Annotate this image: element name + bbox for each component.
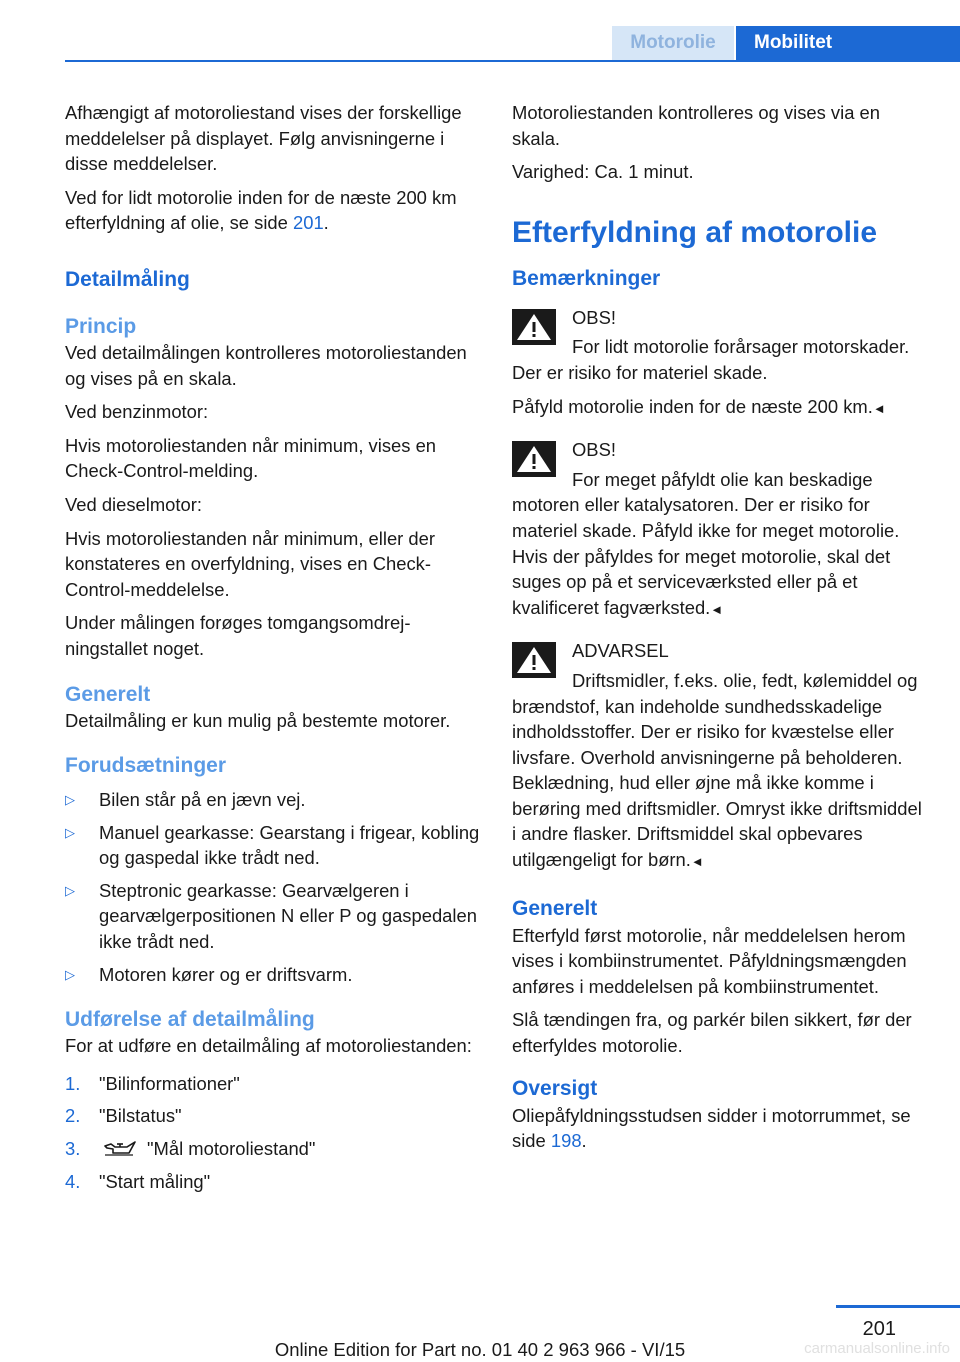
warning-text-body: Driftsmidler, f.eks. olie, fedt, kølemiddel og brændstof, kan indeholde sundhedsskadelige indholdsstoffer. Der er risiko for kvæstelse eller livsfare. Overhold anvisningerne på beholderen. Beklædning, hud eller øjne må ikke komme i berøring med driftsmidler. Omryst ikke driftsmiddel i andre flasker. Driftsmiddel skal opbevares utilgængeligt for børn.	[512, 669, 922, 871]
oversigt-text-body: Oliepåfyldningsstudsen sidder i motorrummet, se side	[512, 1104, 911, 1152]
heading-efterfyldning: Efterfyldning af motorolie	[512, 215, 878, 249]
generelt-text-right-1: Efterfyld først motorolie, når meddelelsen herom vises i kombiinstrumentet. Påfyldningsmængden anføres i meddelelsen på kombiinstrumentet.	[512, 924, 907, 997]
warning-block-2	[512, 437, 930, 622]
oil-can-icon	[103, 1139, 137, 1157]
scale-text: Motoroliestanden kontrolleres og vises via en skala.	[512, 102, 881, 149]
warning-text	[512, 668, 930, 875]
edition-line: Online Edition for Part no. 01 40 2 963 966 - VI/15	[274, 1339, 686, 1360]
warning-extra-body: Påfyld motorolie inden for de næste 200 km.	[512, 395, 873, 417]
triangle-bullet-icon: ▷	[65, 824, 75, 840]
triangle-bullet-icon: ▷	[65, 882, 75, 898]
warning-text	[512, 334, 930, 385]
heading-generelt-right: Generelt	[512, 896, 598, 920]
prerequisites-list	[65, 787, 480, 987]
heading-oversigt: Oversigt	[512, 1076, 598, 1100]
footer-rule	[836, 1305, 960, 1308]
step-number: 2.	[65, 1105, 81, 1127]
step-number: 4.	[65, 1170, 81, 1192]
warning-block-3	[512, 638, 930, 874]
warning-title: ADVARSEL	[572, 640, 669, 662]
step-text: "Start måling"	[99, 1170, 211, 1192]
list-item	[65, 787, 480, 813]
tab-motorolie[interactable]: Motorolie	[612, 26, 734, 60]
page-link-201[interactable]: 201	[292, 212, 324, 234]
step-number: 1.	[65, 1072, 81, 1094]
heading-princip: Princip	[65, 314, 137, 338]
princip-text-4: Ved dieselmotor:	[65, 493, 202, 515]
princip-text-1: Ved detailmålingen kontrolleres motoroliestanden og vises på en skala.	[65, 341, 467, 389]
udforelse-text: For at udføre en detailmåling af motoroliestanden:	[65, 1035, 472, 1057]
heading-udforelse: Udførelse af detailmåling	[65, 1008, 315, 1032]
page-number: 201	[862, 1318, 896, 1340]
list-item-text: Bilen står på en jævn vej.	[99, 789, 306, 811]
warning-text	[512, 467, 930, 623]
heading-detailmaling: Detailmåling	[65, 267, 190, 291]
left-column	[65, 100, 480, 1202]
warning-text-body: For meget påfyldt olie kan beskadige motoren eller katalysatoren. Der er risiko for materiel skade. Påfyld ikke for meget motorolie. Hvis der påfyldes for meget motorolie, skal det suges op på et serviceværksted eller på et kvalificeret fagværksted.	[512, 468, 900, 618]
right-column	[512, 100, 930, 1162]
list-item	[65, 1103, 480, 1129]
intro-period: .	[323, 212, 329, 234]
heading-forudsaetninger: Forudsætninger	[65, 754, 226, 778]
triangle-bullet-icon: ▷	[65, 792, 75, 808]
step-text: "Bilinformationer"	[99, 1072, 240, 1094]
oversigt-period: .	[581, 1130, 587, 1152]
step-text: "Bilstatus"	[99, 1105, 182, 1127]
warning-title: OBS!	[572, 439, 616, 461]
page-link-198[interactable]: 198	[550, 1130, 582, 1152]
list-item	[65, 1136, 480, 1162]
steps-list	[65, 1071, 480, 1194]
list-item	[65, 1169, 480, 1195]
warning-triangle-icon	[512, 642, 556, 678]
end-marker-icon: ◄	[872, 400, 886, 416]
generelt-text-right-2: Slå tændingen fra, og parkér bilen sikkert, før der efterfyldes motorolie.	[512, 1009, 912, 1057]
warning-title: OBS!	[572, 306, 616, 328]
header-rule	[65, 60, 960, 62]
princip-text-5: Hvis motoroliestanden når minimum, eller der konstateres en overfyldning, vises en Check-Control-meddelelse.	[65, 527, 435, 600]
list-item	[65, 1071, 480, 1097]
intro-text: Ved for lidt motorolie inden for de næste 200 km efterfyldning af olie, se side	[65, 186, 457, 234]
list-item	[65, 962, 480, 988]
warning-triangle-icon	[512, 309, 556, 345]
intro-paragraph-2	[65, 185, 480, 236]
list-item-text: Manuel gearkasse: Gearstang i frigear, kobling og gaspedal ikke trådt ned.	[99, 821, 480, 869]
princip-text-3: Hvis motoroliestanden når minimum, vises en Check-Control-melding.	[65, 434, 437, 482]
step-number: 3.	[65, 1138, 81, 1160]
list-item-text: Motoren kører og er driftsvarm.	[99, 963, 353, 985]
warning-text-body: For lidt motorolie forårsager motorskader. Der er risiko for materiel skade.	[512, 336, 910, 383]
triangle-bullet-icon: ▷	[65, 966, 75, 982]
list-item-text: Steptronic gearkasse: Gearvælgeren i gearvælgerpositionen N eller P og gaspedalen ikke trådt ned.	[99, 879, 477, 953]
step-text: "Mål motoroliestand"	[147, 1138, 316, 1160]
watermark: carmanualsonline.info	[804, 1340, 950, 1357]
heading-generelt: Generelt	[65, 682, 151, 706]
oversigt-text	[512, 1103, 930, 1154]
generelt-text: Detailmåling er kun mulig på bestemte motorer.	[65, 709, 451, 731]
duration-text: Varighed: Ca. 1 minut.	[512, 161, 694, 183]
intro-paragraph: Afhængigt af motoroliestand vises der forskellige meddelelser på displayet. Følg anvisningerne i disse meddelelser.	[65, 102, 462, 175]
tab-mobilitet[interactable]: Mobilitet	[736, 26, 960, 60]
end-marker-icon: ◄	[710, 601, 724, 617]
princip-text-2: Ved benzinmotor:	[65, 401, 209, 423]
warning-triangle-icon	[512, 441, 556, 477]
warning-text-extra	[512, 394, 930, 422]
princip-text-6: Under målingen forøges tomgangsomdrejningstallet noget.	[65, 612, 411, 659]
warning-block-1	[512, 305, 930, 421]
heading-bemaerkninger: Bemærkninger	[512, 266, 661, 290]
list-item	[65, 878, 480, 955]
list-item	[65, 820, 480, 871]
end-marker-icon: ◄	[690, 854, 704, 870]
